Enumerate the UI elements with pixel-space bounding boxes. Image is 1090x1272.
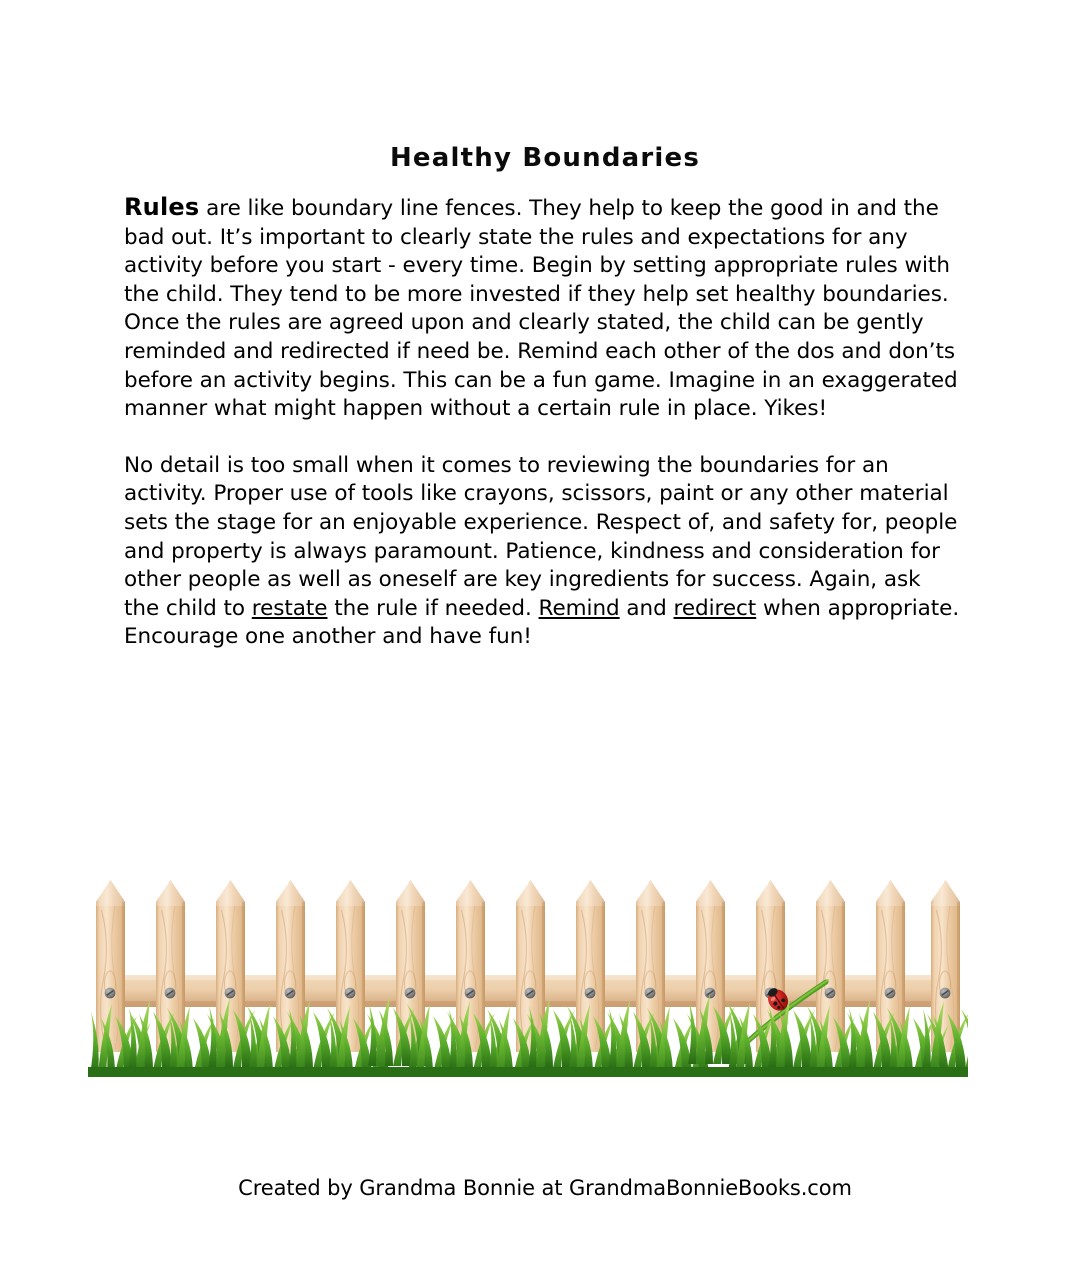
paragraph-rules-text: are like boundary line fences. They help to keep the good in and the bad out. It’s important to clearly state the rules and expectations for any activity before you start - every time. Begin by setting appropriate rules with the child. They tend to be more invested if they help set healthy boundaries. Once the rules are agreed upon and clearly stated, the child can be gently reminded and redirected if need be. Remind each other of the dos and don’ts before an activity begins. This can be a fun game. Imagine in an exaggerated manner what might happen without a certain rule in place. Yikes! xyxy=(124,196,958,422)
underlined-word-redirect: redirect xyxy=(673,595,757,621)
lead-word-rules: Rules xyxy=(124,193,200,221)
fence-illustration xyxy=(88,862,968,1077)
footer-credit: Created by Grandma Bonnie at GrandmaBonnieBooks.com xyxy=(238,1176,852,1200)
paragraph-details xyxy=(124,452,960,652)
paragraph-details-seg-3: and xyxy=(619,595,674,621)
underlined-word-remind: Remind xyxy=(538,595,620,621)
document-body xyxy=(124,193,960,652)
paragraph-rules xyxy=(124,193,960,424)
paragraph-details-seg-4: when appropriate. Encourage one another and have fun! xyxy=(124,595,960,650)
paragraph-details-seg-1: No detail is too small when it comes to reviewing the boundaries for an activity. Proper use of tools like crayons, scissors, paint or any other material sets the stage for an enjoyable experience. Respect of, and safety for, people and property is always paramount. Patience, kindness and consideration for other people as well as oneself are key ingredients for success. Again, ask the child to xyxy=(124,452,958,621)
paragraph-details-seg-2: the rule if needed. xyxy=(327,595,539,621)
underlined-word-restate: restate xyxy=(251,595,328,621)
page-title: Healthy Boundaries xyxy=(389,143,701,174)
